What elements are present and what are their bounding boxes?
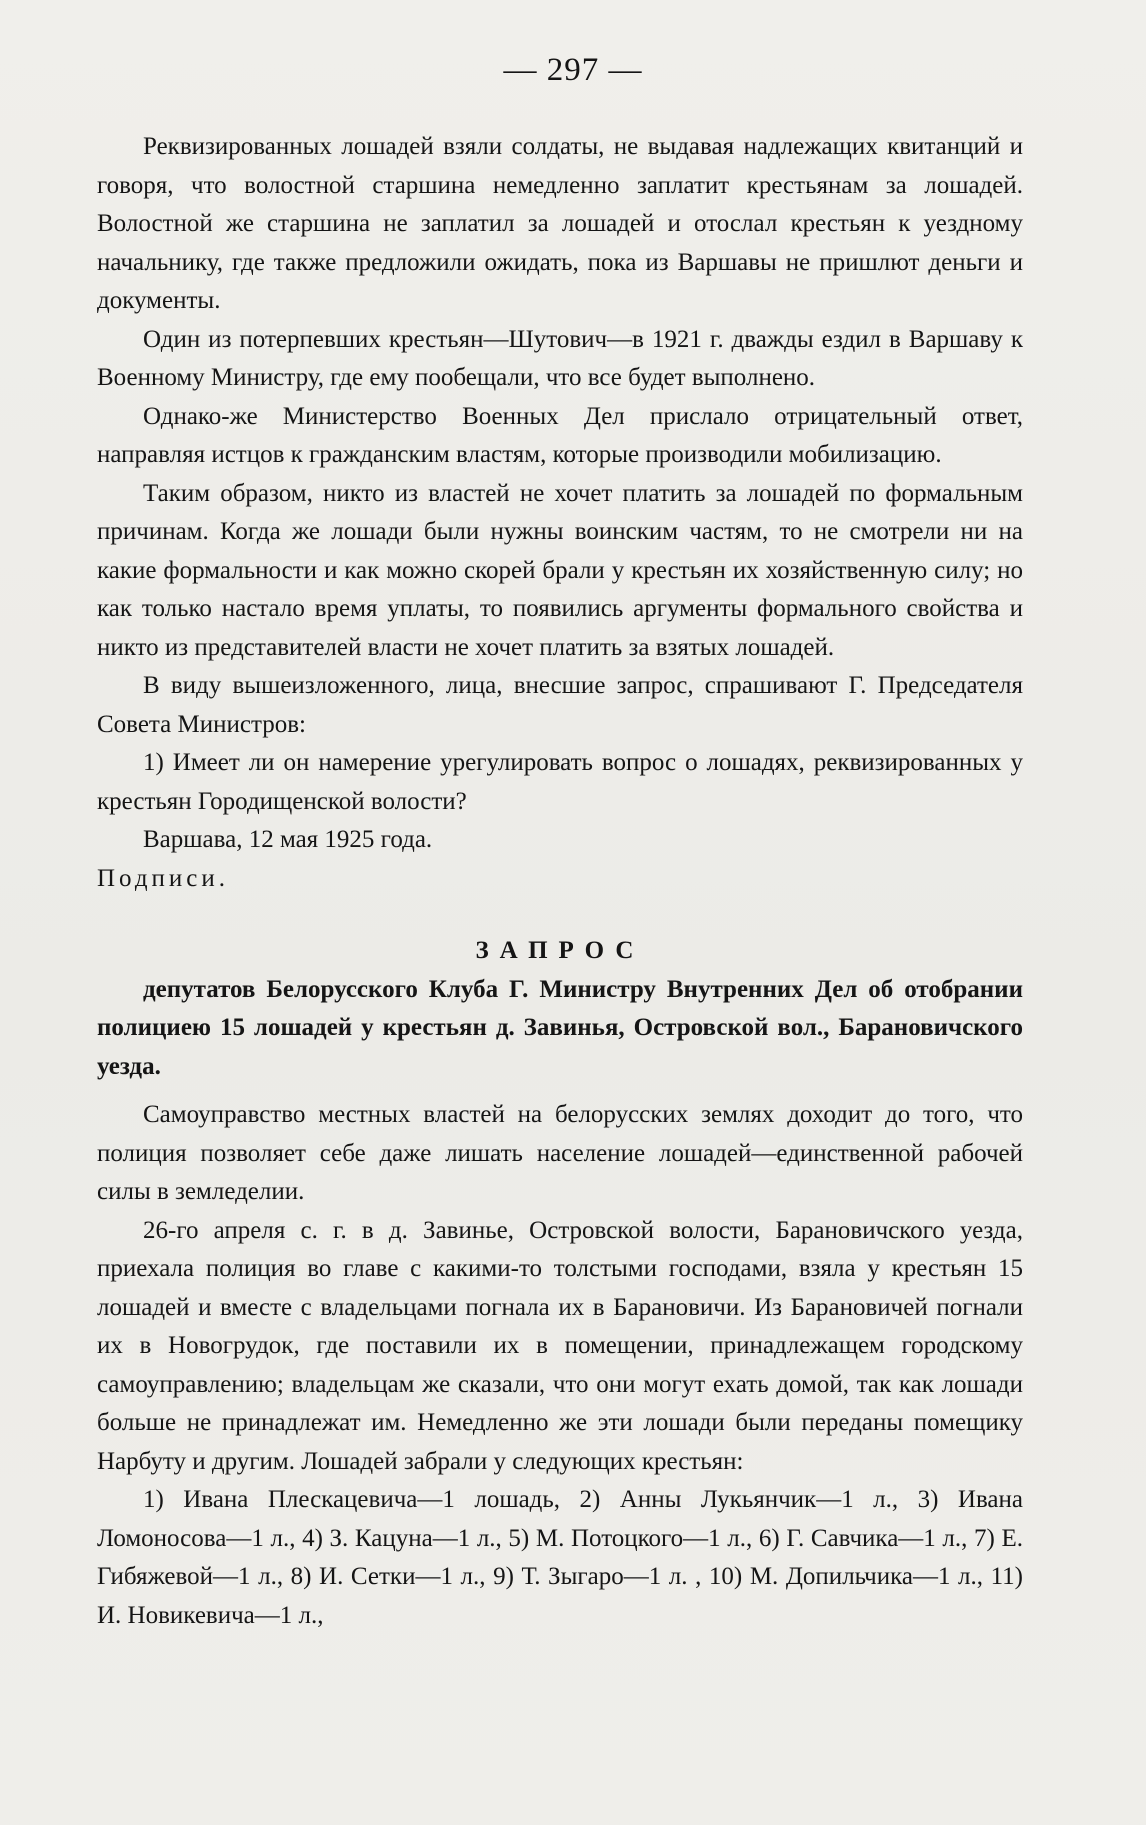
paragraph: 1) Имеет ли он намерение урегулировать вопрос о лошадях, реквизированных у крестьян Городищенской волости? [97, 749, 1023, 815]
date-line: Варшава, 12 мая 1925 года. [143, 826, 433, 853]
paragraph: Реквизированных лошадей взяли солдаты, не выдавая надлежащих квитанций и говоря, что волостной старшина немедленно заплатит крестьянам за лошадей. Волостной же старшина не заплатил за лошадей и отослал крестьян к уездному начальнику, где также предложили ожидать, пока из Варшавы не пришлют деньги и документы. [97, 133, 1023, 314]
spacer [97, 1086, 1023, 1096]
paragraph: Самоуправство местных властей на белорусских землях доходит до того, что полиция позволяет себе даже лишать население лошадей—единственной рабочей силы в земледелии. [97, 1101, 1023, 1205]
section-heading: ЗАПРОС [475, 937, 645, 964]
paragraph: 26-го апреля с. г. в д. Завинье, Островской волости, Барановичского уезда, приехала полиция во главе с какими-то толстыми господами, взяла у крестьян 15 лошадей и вместе с владельцами погнала их в Барановичи. Из Барановичей погнали их в Новогрудок, где поставили их в помещении, принадлежащем городскому самоуправлению; владельцам же сказали, что они могут ехать домой, так как лошади больше не принадлежат им. Немедленно же эти лошади были переданы помещику Нарбуту и другим. Лошадей забрали у следующих крестьян: [97, 1216, 1023, 1475]
document-body [97, 128, 1023, 1635]
paragraph: Один из потерпевших крестьян—Шутович—в 1921 г. дважды ездил в Варшаву к Военному Министру, где ему пообещали, что все будет выполнено. [97, 325, 1023, 391]
page-number: — 297 — [503, 52, 643, 88]
paragraph: Таким образом, никто из властей не хочет платить за лошадей по формальным причинам. Когда же лошади были нужны воинским частям, то не смотрели ни на какие формальности и как можно скорей брали у крестьян их хозяйственную силу; но как только настало время уплаты, то появились аргументы формального свойства и никто из представителей власти не хочет платить за взятых лошадей. [97, 479, 1023, 661]
section-subheading: депутатов Белорусского Клуба Г. Министру Внутренних Дел об отобрании полициею 15 лошадей у крестьян д. Завинья, Островской вол., Барановичского уезда. [97, 975, 1023, 1080]
paragraph: В виду вышеизложенного, лица, внесшие запрос, спрашивают Г. Председателя Совета Министров: [97, 672, 1023, 738]
signature-line: Подписи. [97, 864, 230, 892]
paragraph: 1) Ивана Плескацевича—1 лошадь, 2) Анны Лукьянчик—1 л., 3) Ивана Ломоносова—1 л., 4) З. Кацуна—1 л., 5) М. Потоцкого—1 л., 6) Г. Савчика—1 л., 7) Е. Гибяжевой—1 л., 8) И. Сетки—1 л., 9) Т. Зыгаро—1 л. , 10) М. Допильчика—1 л., 11) И. Новикевича—1 л., [97, 1486, 1023, 1629]
paragraph: Однако-же Министерство Военных Дел прислало отрицательный ответ, направляя истцов к гражданским властям, которые производили мобилизацию. [97, 402, 1023, 468]
